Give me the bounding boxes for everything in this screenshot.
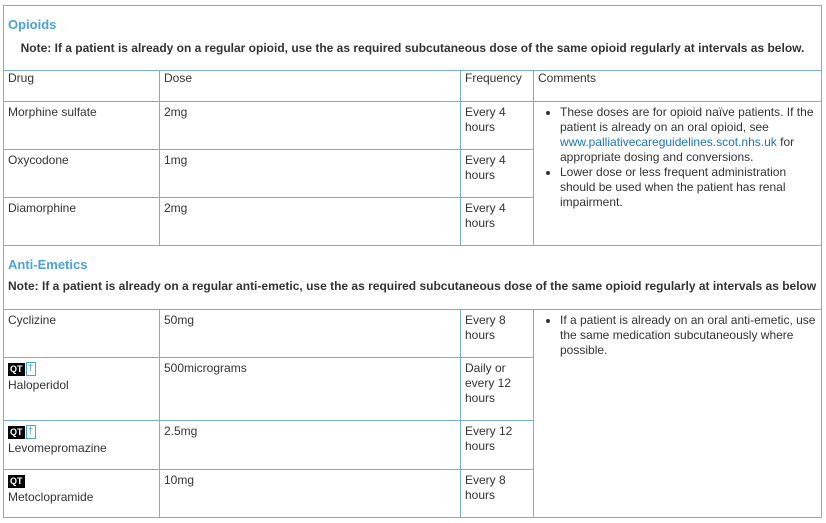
- drug-dose: 10mg: [160, 470, 461, 518]
- drug-dose: 2mg: [160, 198, 461, 246]
- drug-name: Diamorphine: [4, 198, 160, 246]
- opioids-comments: [534, 102, 822, 246]
- drug-dose: 2mg: [160, 102, 461, 150]
- drug-icons: [8, 361, 155, 378]
- opioids-comment-item: [560, 105, 817, 165]
- table-header-row: [4, 71, 822, 102]
- guidelines-link[interactable]: www.palliativecareguidelines.scot.nhs.uk: [560, 135, 777, 149]
- table-row: [4, 310, 822, 358]
- drug-frequency: Every 8 hours: [461, 310, 534, 358]
- drug-name: Haloperidol: [8, 378, 69, 392]
- table-row: [4, 102, 822, 150]
- drug-frequency: Every 4 hours: [461, 198, 534, 246]
- drug-frequency: Daily or every 12 hours: [461, 358, 534, 421]
- opioids-title: Opioids: [8, 17, 57, 32]
- antiemetics-title: Anti-Emetics: [8, 257, 88, 272]
- drug-dose: 500micrograms: [160, 358, 461, 421]
- antiemetics-comment-list: [538, 313, 817, 358]
- drug-frequency: Every 4 hours: [461, 150, 534, 198]
- qt-badge-icon: QT: [10, 427, 23, 437]
- drug-dose: 2.5mg: [160, 421, 461, 470]
- opioids-comment-item: • Lower dose or less frequent administration should be used when the patient has renal impairment.: [560, 165, 817, 210]
- header-frequency: Frequency: [461, 71, 534, 102]
- dose-table: [3, 5, 822, 518]
- antiemetics-section: [4, 246, 822, 310]
- header-drug: Drug: [4, 71, 160, 102]
- opioids-section-row: [4, 6, 822, 71]
- qt-badge-icon: QT: [10, 364, 23, 374]
- drug-cell: [4, 358, 160, 421]
- drug-dose: 50mg: [160, 310, 461, 358]
- drug-icons: [8, 424, 155, 441]
- drug-name: Metoclopramide: [8, 490, 94, 504]
- drug-cell: [4, 421, 160, 470]
- drug-dose: 1mg: [160, 150, 461, 198]
- opioids-note: Note: If a patient is already on a regular opioid, use the as required subcutaneous dose of the same opioid regularly at intervals as below.: [20, 41, 805, 55]
- comment-text: These doses are for opioid naïve patients. If the patient is already on an oral opioid, see: [560, 105, 814, 134]
- dagger-icon: †: [26, 425, 36, 439]
- drug-name: Cyclizine: [4, 310, 160, 358]
- dagger-icon: †: [26, 362, 36, 376]
- opioids-section: [4, 6, 822, 71]
- antiemetics-comments: [534, 310, 822, 518]
- header-dose: Dose: [160, 71, 461, 102]
- drug-frequency: Every 8 hours: [461, 470, 534, 518]
- drug-frequency: Every 12 hours: [461, 421, 534, 470]
- drug-frequency: Every 4 hours: [461, 102, 534, 150]
- drug-cell: [4, 470, 160, 518]
- antiemetics-section-row: [4, 246, 822, 310]
- comment-text: for appropriate dosing and conversions.: [560, 135, 795, 164]
- drug-name: Oxycodone: [4, 150, 160, 198]
- opioids-comment-list: [538, 105, 817, 210]
- header-comments: Comments: [534, 71, 822, 102]
- antiemetics-note: Note: If a patient is already on a regular anti-emetic, use the as required subcutaneous dose of the same opioid regularly at intervals as below: [8, 279, 817, 293]
- antiemetics-comment-item: • If a patient is already on an oral anti-emetic, use the same medication subcutaneously where possible.: [560, 313, 817, 358]
- drug-name: Morphine sulfate: [4, 102, 160, 150]
- drug-name: Levomepromazine: [8, 441, 107, 455]
- drug-icons: [8, 473, 155, 490]
- qt-badge-icon: QT: [10, 476, 23, 486]
